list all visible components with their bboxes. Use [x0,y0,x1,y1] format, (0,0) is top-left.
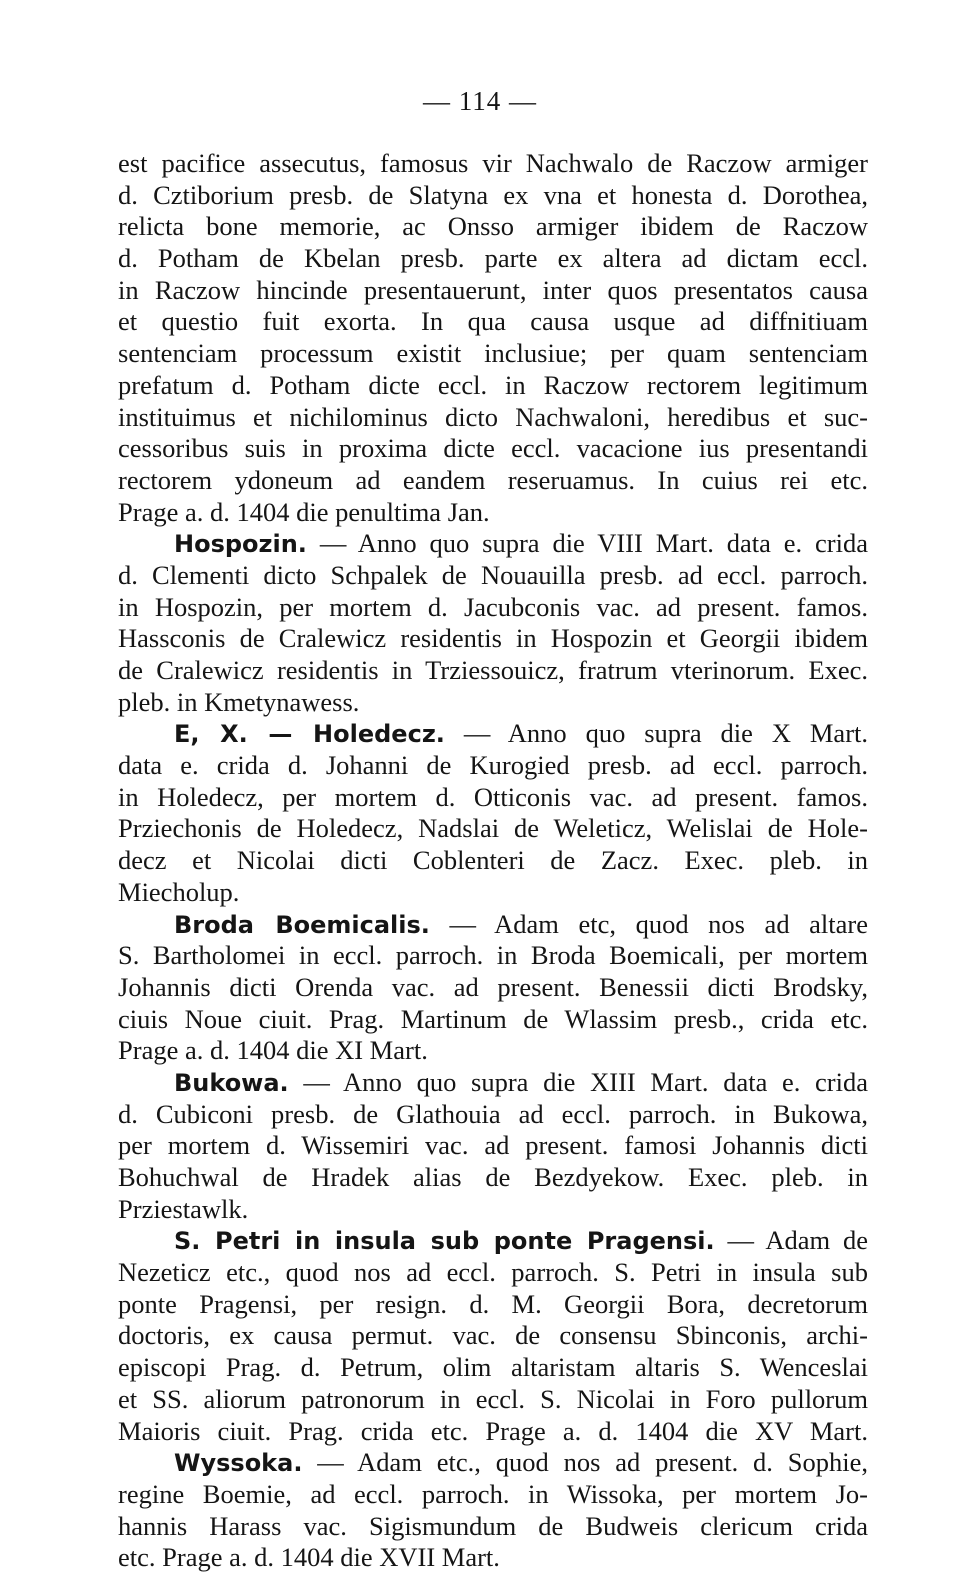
entry-lead-text: — Anno quo supra die X Mart. [463,718,869,749]
text-line: d. Potham de Kbelan presb. parte ex altera ad dictam eccl. [118,243,868,274]
text-line: Nezeticz etc., quod nos ad eccl. parroch. S. Petri in insula sub [118,1257,868,1288]
text-line: instituimus et nichilominus dicto Nachwaloni, heredibus et suc- [118,401,868,432]
entry-heading: Hospozin. [174,530,307,559]
text-line: et questio fuit exorta. In qua causa usque ad diffnitiuam [118,306,868,337]
entry-heading: Bukowa. [174,1068,289,1097]
entry-lead-text: — Adam etc, quod nos ad altare [449,908,868,939]
text-line: Bohuchwal de Hradek alias de Bezdyekow. Exec. pleb. in [118,1162,868,1192]
text-line: Johannis dicti Orenda vac. ad present. Benessii dicti Brodsky, [118,971,868,1002]
text-line: data e. crida d. Johanni de Kurogied presb. ad eccl. parroch. [118,750,868,781]
entry-first-line [118,1067,868,1099]
text-line: Miecholup. [118,876,240,907]
entry-first-line [118,1225,868,1257]
text-line: etc. Prage a. d. 1404 die XVII Mart. [118,1542,500,1573]
text-line: d. Cztiborium presb. de Slatyna ex vna et honesta d. Dorothea, [118,179,868,210]
text-line: est pacifice assecutus, famosus vir Nachwalo de Raczow armiger [118,148,868,178]
text-line: in Holedecz, per mortem d. Otticonis vac. ad present. famos. [118,781,868,812]
text-line: in Hospozin, per mortem d. Jacubconis vac. ad present. famos. [118,591,868,622]
text-line: regine Boemie, ad eccl. parroch. in Wissoka, per mortem Jo- [118,1478,868,1509]
text-line: ponte Pragensi, per resign. d. M. Georgii Bora, decretorum [118,1288,868,1319]
text-line: doctoris, ex causa permut. vac. de consensu Sbinconis, archi- [118,1320,868,1351]
text-line: et SS. aliorum patronorum in eccl. S. Nicolai in Foro pullorum [118,1383,868,1414]
text-line: Prage a. d. 1404 die penultima Jan. [118,496,490,527]
text-line: Prziechonis de Holedecz, Nadslai de Weleticz, Welislai de Hole- [118,813,868,844]
text-line: rectorem ydoneum ad eandem reseruamus. In cuius rei etc. [118,464,868,495]
entry-lead-text: — Anno quo supra die XIII Mart. data e. crida [303,1066,869,1097]
text-line: Prage a. d. 1404 die XI Mart. [118,1035,428,1066]
page-number: — 114 — [423,86,537,116]
text-line: Maioris ciuit. Prag. crida etc. Prage a. d. 1404 die XV Mart. [118,1415,868,1446]
text-line: d. Clementi dicto Schpalek de Nouauilla presb. ad eccl. parroch. [118,559,868,590]
entry-first-line [118,1447,868,1479]
text-line: Prziestawlk. [118,1193,249,1224]
text-line: sentenciam processum existit inclusiue; per quam sentenciam [118,338,868,369]
text-line: de Cralewicz residentis in Trziessouicz, fratrum vterinorum. Exec. [118,655,868,685]
page-body [118,148,868,1574]
text-line: relicta bone memorie, ac Onsso armiger ibidem de Raczow [118,211,868,242]
text-line: prefatum d. Potham dicte eccl. in Raczow rectorem legitimum [118,369,868,400]
text-line: per mortem d. Wissemiri vac. ad present. famosi Johannis dicti [118,1130,868,1161]
entry-lead-text: — Adam de [727,1225,868,1256]
entry-first-line [118,718,868,750]
entry-heading: Broda Boemicalis. [174,910,430,939]
text-line: d. Cubiconi presb. de Glathouia ad eccl. parroch. in Bukowa, [118,1098,868,1129]
text-line: pleb. in Kmetynawess. [118,686,360,717]
entry-heading: E, X. — Holedecz. [174,720,445,749]
entry-heading: S. Petri in insula sub ponte Pragensi. [174,1227,715,1256]
entry-first-line [118,528,868,560]
text-line: ciuis Noue ciuit. Prag. Martinum de Wlassim presb., crida etc. [118,1003,868,1034]
text-line: in Raczow hincinde presentauerunt, inter quos presentatos causa [118,274,868,305]
text-line: S. Bartholomei in eccl. parroch. in Broda Boemicali, per mortem [118,940,868,971]
entry-heading: Wyssoka. [174,1449,303,1478]
text-line: hannis Harass vac. Sigismundum de Budweis clericum crida [118,1510,868,1541]
text-line: Hassconis de Cralewicz residentis in Hospozin et Georgii ibidem [118,623,868,654]
entry-lead-text: — Adam etc., quod nos ad present. d. Sophie, [317,1447,868,1478]
text-line: cessoribus suis in proxima dicte eccl. vacacione ius presentandi [118,433,868,464]
text-line: decz et Nicolai dicti Coblenteri de Zacz. Exec. pleb. in [118,845,868,876]
entry-lead-text: — Anno quo supra die VIII Mart. data e. crida [319,528,868,559]
entry-first-line [118,909,868,941]
text-line: episcopi Prag. d. Petrum, olim altaristam altaris S. Wenceslai [118,1352,868,1383]
